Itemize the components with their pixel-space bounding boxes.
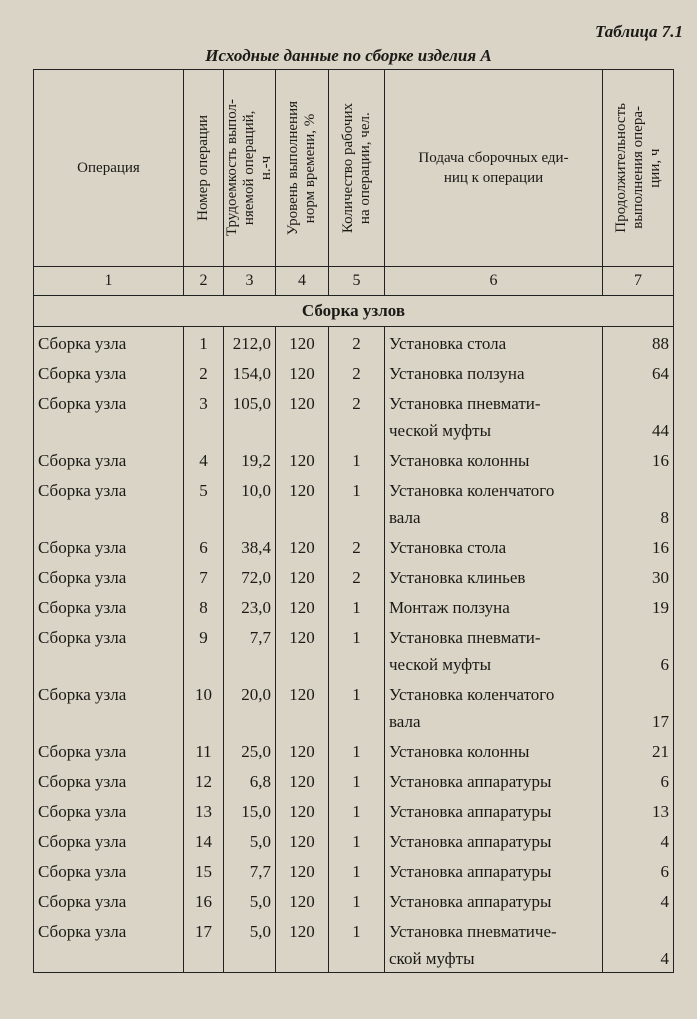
cell-operation: Сборка узла: [34, 531, 184, 561]
cell-supply: Установка аппаратуры: [385, 765, 603, 795]
cell-op-number: 9: [184, 621, 224, 678]
cell-workers: 2: [329, 357, 385, 387]
column-number: 1: [34, 267, 184, 296]
table-row: [34, 915, 674, 973]
column-number: 7: [603, 267, 674, 296]
table-row: [34, 678, 674, 735]
cell-duration: 17: [603, 678, 674, 735]
cell-norm-level: 120: [276, 387, 329, 444]
cell-operation: Сборка узла: [34, 678, 184, 735]
cell-workers: 1: [329, 444, 385, 474]
cell-workers: 2: [329, 387, 385, 444]
cell-workers: 1: [329, 825, 385, 855]
header-op-number: Номер операции: [184, 70, 224, 267]
cell-norm-level: 120: [276, 591, 329, 621]
cell-workers: 2: [329, 327, 385, 358]
cell-supply: Монтаж ползуна: [385, 591, 603, 621]
cell-operation: Сборка узла: [34, 561, 184, 591]
table-row: [34, 444, 674, 474]
cell-duration: 6: [603, 855, 674, 885]
cell-duration: 6: [603, 621, 674, 678]
cell-op-number: 13: [184, 795, 224, 825]
table-row: [34, 591, 674, 621]
cell-labor: 105,0: [224, 387, 276, 444]
cell-duration: 6: [603, 765, 674, 795]
cell-workers: 2: [329, 531, 385, 561]
cell-workers: 1: [329, 735, 385, 765]
cell-labor: 38,4: [224, 531, 276, 561]
cell-op-number: 4: [184, 444, 224, 474]
cell-norm-level: 120: [276, 795, 329, 825]
cell-labor: 5,0: [224, 885, 276, 915]
cell-workers: 1: [329, 678, 385, 735]
cell-labor: 23,0: [224, 591, 276, 621]
cell-labor: 7,7: [224, 855, 276, 885]
cell-norm-level: 120: [276, 357, 329, 387]
cell-op-number: 16: [184, 885, 224, 915]
cell-operation: Сборка узла: [34, 327, 184, 358]
cell-norm-level: 120: [276, 474, 329, 531]
cell-supply: Установка стола: [385, 327, 603, 358]
cell-norm-level: 120: [276, 531, 329, 561]
table-row: [34, 765, 674, 795]
cell-norm-level: 120: [276, 855, 329, 885]
cell-duration: 4: [603, 915, 674, 973]
cell-operation: Сборка узла: [34, 621, 184, 678]
cell-duration: 8: [603, 474, 674, 531]
cell-supply: Установка пневмати- ческой муфты: [385, 387, 603, 444]
cell-op-number: 8: [184, 591, 224, 621]
header-labor: Трудоемкость выпол- няемой операций, н.-ч: [224, 70, 276, 267]
cell-supply: Установка аппаратуры: [385, 885, 603, 915]
cell-labor: 154,0: [224, 357, 276, 387]
cell-duration: 13: [603, 795, 674, 825]
table-row: [34, 531, 674, 561]
cell-operation: Сборка узла: [34, 855, 184, 885]
table-row: [34, 795, 674, 825]
cell-duration: 16: [603, 444, 674, 474]
cell-workers: 1: [329, 621, 385, 678]
table-row: [34, 735, 674, 765]
cell-op-number: 6: [184, 531, 224, 561]
cell-supply: Установка колонны: [385, 735, 603, 765]
cell-workers: 1: [329, 474, 385, 531]
cell-norm-level: 120: [276, 561, 329, 591]
header-norm-level: Уровень выполнения норм времени, %: [276, 70, 329, 267]
cell-supply: Установка пневматиче- ской муфты: [385, 915, 603, 973]
cell-workers: 1: [329, 915, 385, 973]
table-row: [34, 855, 674, 885]
cell-op-number: 14: [184, 825, 224, 855]
cell-supply: Установка стола: [385, 531, 603, 561]
cell-labor: 5,0: [224, 825, 276, 855]
cell-supply: Установка аппаратуры: [385, 825, 603, 855]
cell-op-number: 17: [184, 915, 224, 973]
cell-labor: 15,0: [224, 795, 276, 825]
table-row: [34, 357, 674, 387]
header-workers: Количество рабочих на операции, чел.: [329, 70, 385, 267]
cell-op-number: 12: [184, 765, 224, 795]
cell-duration: 88: [603, 327, 674, 358]
cell-workers: 1: [329, 855, 385, 885]
table-title: Исходные данные по сборке изделия А: [205, 46, 492, 65]
cell-norm-level: 120: [276, 825, 329, 855]
cell-workers: 2: [329, 561, 385, 591]
table-row: [34, 825, 674, 855]
cell-operation: Сборка узла: [34, 357, 184, 387]
column-number: 2: [184, 267, 224, 296]
cell-supply: Установка аппаратуры: [385, 855, 603, 885]
cell-norm-level: 120: [276, 327, 329, 358]
cell-supply: Установка коленчатого вала: [385, 678, 603, 735]
cell-supply: Установка коленчатого вала: [385, 474, 603, 531]
cell-operation: Сборка узла: [34, 387, 184, 444]
cell-labor: 212,0: [224, 327, 276, 358]
cell-op-number: 15: [184, 855, 224, 885]
cell-duration: 44: [603, 387, 674, 444]
cell-operation: Сборка узла: [34, 735, 184, 765]
table-row: [34, 474, 674, 531]
cell-operation: Сборка узла: [34, 915, 184, 973]
cell-workers: 1: [329, 765, 385, 795]
cell-supply: Установка пневмати- ческой муфты: [385, 621, 603, 678]
table-row: [34, 387, 674, 444]
cell-labor: 25,0: [224, 735, 276, 765]
assembly-table: [33, 69, 674, 973]
cell-norm-level: 120: [276, 735, 329, 765]
cell-operation: Сборка узла: [34, 444, 184, 474]
cell-labor: 19,2: [224, 444, 276, 474]
column-number: 5: [329, 267, 385, 296]
cell-labor: 10,0: [224, 474, 276, 531]
cell-workers: 1: [329, 795, 385, 825]
cell-op-number: 11: [184, 735, 224, 765]
cell-op-number: 7: [184, 561, 224, 591]
header-row: [34, 70, 674, 267]
cell-operation: Сборка узла: [34, 591, 184, 621]
cell-labor: 72,0: [224, 561, 276, 591]
cell-norm-level: 120: [276, 915, 329, 973]
cell-op-number: 10: [184, 678, 224, 735]
header-operation: Операция: [34, 70, 184, 267]
cell-norm-level: 120: [276, 885, 329, 915]
cell-operation: Сборка узла: [34, 765, 184, 795]
cell-norm-level: 120: [276, 444, 329, 474]
cell-labor: 20,0: [224, 678, 276, 735]
cell-norm-level: 120: [276, 678, 329, 735]
cell-duration: 16: [603, 531, 674, 561]
cell-operation: Сборка узла: [34, 825, 184, 855]
cell-op-number: 3: [184, 387, 224, 444]
cell-duration: 4: [603, 885, 674, 915]
cell-norm-level: 120: [276, 621, 329, 678]
column-number: 6: [385, 267, 603, 296]
cell-workers: 1: [329, 591, 385, 621]
section-title: Сборка узлов: [34, 296, 674, 327]
column-number: 4: [276, 267, 329, 296]
cell-op-number: 1: [184, 327, 224, 358]
cell-supply: Установка колонны: [385, 444, 603, 474]
cell-op-number: 5: [184, 474, 224, 531]
cell-operation: Сборка узла: [34, 474, 184, 531]
cell-workers: 1: [329, 885, 385, 915]
cell-duration: 64: [603, 357, 674, 387]
cell-duration: 19: [603, 591, 674, 621]
cell-labor: 6,8: [224, 765, 276, 795]
section-row: [34, 296, 674, 327]
cell-operation: Сборка узла: [34, 885, 184, 915]
cell-duration: 4: [603, 825, 674, 855]
column-number: 3: [224, 267, 276, 296]
cell-supply: Установка клиньев: [385, 561, 603, 591]
table-row: [34, 621, 674, 678]
cell-norm-level: 120: [276, 765, 329, 795]
table-caption: Таблица 7.1: [595, 22, 683, 41]
cell-supply: Установка аппаратуры: [385, 795, 603, 825]
cell-op-number: 2: [184, 357, 224, 387]
header-supply: Подача сборочных еди- ниц к операции: [385, 70, 603, 267]
table-row: [34, 327, 674, 358]
header-duration: Продолжительность выполнения опера- ции, ч: [603, 70, 674, 267]
cell-duration: 30: [603, 561, 674, 591]
table-row: [34, 561, 674, 591]
cell-supply: Установка ползуна: [385, 357, 603, 387]
cell-labor: 5,0: [224, 915, 276, 973]
column-number-row: [34, 267, 674, 296]
cell-operation: Сборка узла: [34, 795, 184, 825]
table-row: [34, 885, 674, 915]
cell-labor: 7,7: [224, 621, 276, 678]
cell-duration: 21: [603, 735, 674, 765]
